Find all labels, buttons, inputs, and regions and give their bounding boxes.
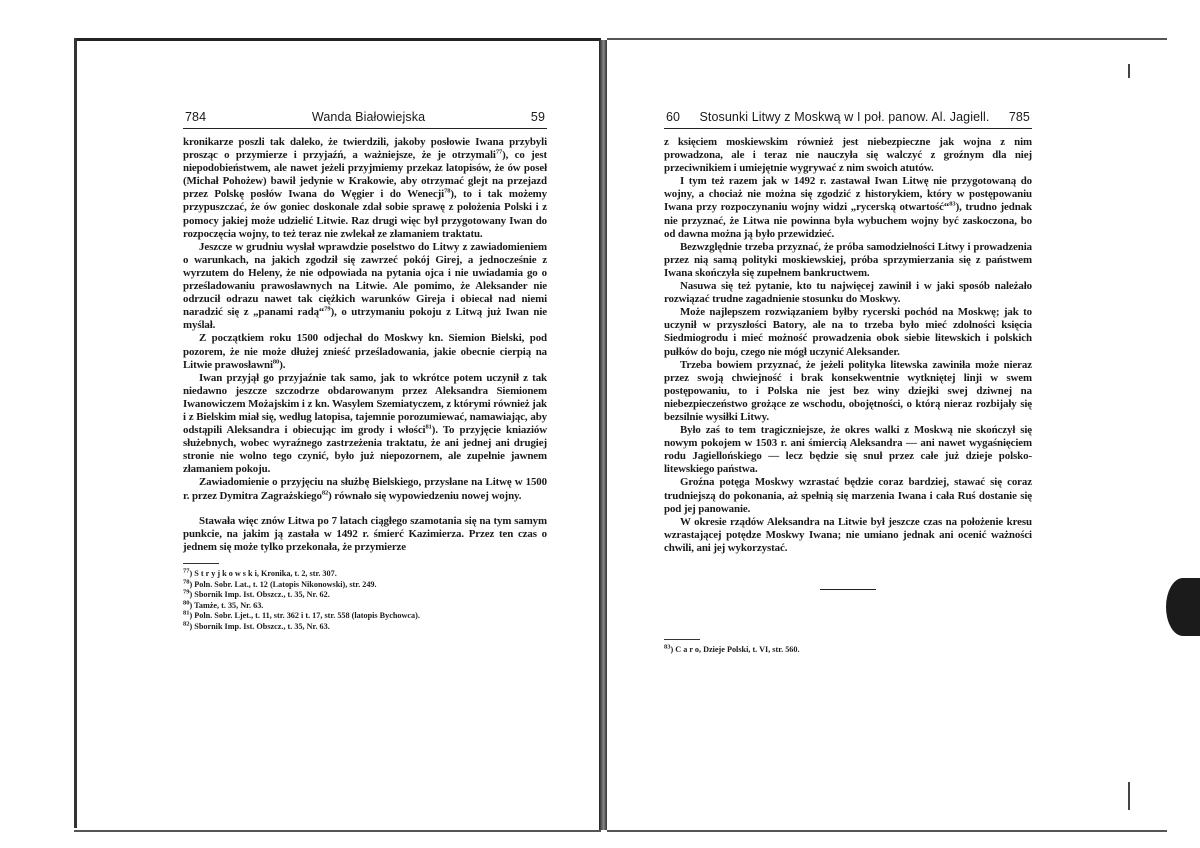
paragraph-text: ), to i tak możemy przypuszczać, że ów goniec doskonale zdał sobie sprawę z położenia Polski i z pomocy jakiej może udzielić Litwie. Raz drugi więc był przygotowany Iwan do rozpoczęcia wojny, to też teraz nie zwlekał ze złamaniem traktatu. [183,188,547,240]
book-gutter [599,40,607,830]
paragraph-text: ). To przyjęcie kniaziów służebnych, wobec wyraźnego zastrzeżenia traktatu, że ani jednej ani drugiej stronie nie wolno tego czynić, było już niepozornem, ale zupełnie jawnem złamaniem pokoju. [183,424,547,476]
footnote-ref: 80 [272,357,280,365]
paragraph-text: I tym też razem jak w 1492 r. zastawał Iwan Litwę nie przygotowaną do wojny, a chociaż nie można się zgodzić z historykiem, który w postępowaniu Iwana przy rozpoczynaniu wojny widzi „rycerską otwartość“ [664,175,1032,214]
page-number-inner: 59 [530,110,545,124]
footnote: $^{80}$) Tamże, t. 35, Nr. 63. [183,598,264,610]
footnote: $^{78}$) Poln. Sobr. Lat., t. 12 (Latopis Nikonowski), str. 249. [183,577,377,589]
paragraph-text: Stawała więc znów Litwa po 7 latach ciągłego szamotania się na tym samym punkcie, na jakim ją zastała w 1492 r. śmierć Kazimierza. Przez ten czas o jednem się może tylko przekonała, że przymierze [183,514,547,553]
running-title: Stosunki Litwy z Moskwą w I poł. panow. Al. Jagiell. [699,110,990,124]
paragraph-text: Zawiadomienie o przyjęciu na służbę Bielskiego, przysłane na Litwę w 1500 r. przez Dymitra Zagrażskiego [183,476,547,502]
footnote-text: Tamże, t. 35, Nr. 63. [194,600,264,610]
body-text [664,136,1032,555]
paragraph-text: kronikarze poszli tak daleko, że twierdzili, jakoby posłowie Iwana przybyli prosząc o przymierze i przyjaźń, a ważniejsze, że je otrzymali [183,136,547,162]
footnote-number: 77 [183,567,190,575]
paragraph-text: Było zaś to tem tragiczniejsze, że okres walki z Moskwą nie skończył się nowym pokojem w 1503 r. ani śmiercią Aleksandra — ani nawet wygaśnięciem rodu Jagiellońskiego — lecz będzie się snuł przez całe już dzieje polsko-litewskiego państwa. [664,424,1032,476]
footnotes [183,569,547,633]
spacer [664,590,1032,630]
footnote-number: 82 [183,620,190,628]
paragraph-text: ). [279,358,286,371]
scan-edge-top-right [607,38,1167,40]
footnote-number: 81 [183,609,190,617]
footnote: $^{77}$) S t r y j k o w s k i, Kronika, t. 2, str. 307. [183,567,337,578]
paragraph-text: Groźna potęga Moskwy wzrastać będzie coraz bardziej, stawać się coraz trudniejszą do pokonania, aż spełnią się marzenia Iwana i cała Ruś dostanie się pod jej panowanie. [664,476,1032,515]
paragraph-text: Może najlepszem rozwiązaniem byłby rycerski pochód na Moskwę; jak to uczynił w przyszłości Batory, ale na to trzeba było mieć zdolności księcia Siedmiogrodu i mieć możność prowadzenia obok siebie litewskich i polskich pułków do boju, czego nie mógł uczynić Aleksander. [664,306,1032,358]
footnote-ref: 81 [425,423,432,431]
footnote-text: C a r o, Dzieje Polski, t. VI, str. 560. [675,645,800,654]
footnote: $^{79}$) Sbornik Imp. Ist. Obszcz., t. 35, Nr. 62. [183,588,330,600]
scan-edge-bottom-right [607,830,1167,832]
footnote-number: 78 [183,577,190,585]
paragraph [664,424,1032,476]
paragraph [183,476,547,502]
footnote-ref: 82 [321,488,329,496]
footnote: $^{83}$) C a r o, Dzieje Polski, t. VI, str. 560. [664,643,800,654]
paragraph-text: Bezwzględnie trzeba przyznać, że próba samodzielności Litwy i prowadzenia przez nią samą polityki moskiewskiej, próba sprzymierzania się z państwem Iwana skończyła się zupełnem bankructwem. [664,240,1032,279]
paragraph [664,516,1032,555]
paragraph-text: Jeszcze w grudniu wysłał wprawdzie poselstwo do Litwy z zawiadomieniem o warunkach, na jakich zgodził się zawrzeć pokój Girej, a jednocześnie z wyrzutem do Heleny, że nie odpowiada na pytania ojca i nie uwiadamia go o prześladowaniu prawosławnych na Litwie. Ale pomimo, że Aleksander nie odrzucił odrazu nawet tak ciężkich warunków Gireja i obiecał nad niemi naradzić się z „panami radą“ [183,240,547,319]
scan-mark [1128,64,1130,78]
footnote-number: 80 [183,598,190,606]
body-text [183,136,547,554]
paragraph [664,306,1032,358]
footnote-ref: 83 [949,200,956,208]
paragraph-text: ) równało się wypowiedzeniu nowej wojny. [328,489,522,502]
running-header [183,110,547,129]
footnotes [664,645,1032,656]
paragraph-text: ), trudno jednak nie przyznać, że Litwa nie powinna była wybuchem wojny być zaskoczona, bo od dawna można ją było przewidzieć. [664,201,1032,240]
paragraph [664,359,1032,424]
footnote-ref: 77 [495,148,503,156]
paragraph-text: ), o utrzymaniu pokoju z Litwą już Iwan nie myślał. [183,306,547,332]
paragraph [664,476,1032,515]
paragraph-text: Nasuwa się też pytanie, kto tu najwięcej zawinił i w jaki sposób należało rozwiązać trudne zagadnienie stosunku do Moskwy. [664,280,1032,306]
footnote-text: Poln. Sobr. Lat., t. 12 (Latopis Nikonowski), str. 249. [194,579,377,589]
scan-edge-left [74,38,77,828]
footnote-rule [664,639,700,640]
footnote: $^{81}$) Poln. Sobr. Ljet., t. 11, str. 362 i t. 17, str. 558 (latopis Bychowca). [183,609,420,621]
running-header [664,110,1032,129]
paragraph [664,241,1032,280]
paragraph [664,136,1032,175]
paragraph-text: ), co jest niepodobieństwem, ale nawet jeżeli przyjmiemy przekaz latopisów, że ów poseł (Michał Pohożew) bawił jedynie w Krakowie, aby otrzymać glejt na przejazd przez Polskę posłów Iwana do Węgier i do Wenecji [183,149,547,201]
paragraph-text: Iwan przyjął go przyjaźnie tak samo, jak to wkrótce potem uczynił z tak niedawno jeszcze szczodrze obdarowanym przez Aleksandra Siemionem Iwanowiczem Możajskim i z kn. Wasylem Szemiatyczem, z którymi również jak i z Bielskim miał się, według latopisa, tajemnie porozumiewać, namawiając, aby odstąpili Aleksandra i obiecując im grody i włości [183,371,547,437]
footnote-ref: 79 [324,305,331,313]
footnote-text: Sbornik Imp. Ist. Obszcz., t. 35, Nr. 63. [194,621,330,631]
paragraph [664,175,1032,240]
scan-edge-bottom-left [74,830,601,832]
footnote-text: Sbornik Imp. Ist. Obszcz., t. 35, Nr. 62. [194,590,330,600]
page-curl [1166,578,1200,636]
footnote-text: Poln. Sobr. Ljet., t. 11, str. 362 i t. 17, str. 558 (latopis Bychowca). [194,611,420,621]
footnote-ref: 78 [444,187,451,195]
paragraph [183,332,547,371]
footnote-text: S t r y j k o w s k i, Kronika, t. 2, str. 307. [194,568,337,578]
paragraph-text: Trzeba bowiem przyznać, że jeżeli polityka litewska zawiniła może nieraz przez swoją chwiejność i brak konsekwentnie wytkniętej linji w swem postępowaniu, to i Polska nie jest bez winy dziejki swej dziwnej na niebezpieczeństwo grożące ze wschodu, obojętności, o którą nieraz rozbijały się bezsilnie wysiłki Litwy. [664,358,1032,423]
paragraph [183,241,547,333]
paragraph [183,372,547,477]
paragraph [664,280,1032,306]
right-page [664,110,1032,656]
footnote: $^{82}$) Sbornik Imp. Ist. Obszcz., t. 35, Nr. 63. [183,620,330,631]
paragraph [183,136,547,241]
footnote-number: 79 [183,588,190,596]
running-title: Wanda Białowiejska [311,110,426,124]
page-number-outer: 784 [185,110,207,124]
left-page [183,110,547,632]
scan-edge-top-left [74,38,601,41]
paragraph-text: W okresie rządów Aleksandra na Litwie był jeszcze czas na położenie kresu wzrastającej potędze Moskwy Iwana; nie umiano jednak ani ocenić ważności chwili, ani jej wykorzystać. [664,515,1032,554]
footnote-number: 83 [664,643,671,651]
page-number-outer: 785 [1008,110,1030,124]
page-number-inner: 60 [666,110,681,124]
paragraph-text: Z początkiem roku 1500 odjechał do Moskwy kn. Siemion Bielski, pod pozorem, że nie może dłużej znieść prześladowania, jakie obecnie cierpią na Litwie prawosławni [183,332,547,371]
paragraph [183,515,547,554]
paragraph-text: z księciem moskiewskim również jest niebezpieczne jak wojna z nim prowadzona, ale i teraz nie nauczyła się walczyć z groźnym dla niej przeciwnikiem i umiejętnie wygrywać z nim swoich atutów. [664,136,1032,175]
footnote-rule [183,563,219,564]
scan-mark [1128,782,1130,810]
